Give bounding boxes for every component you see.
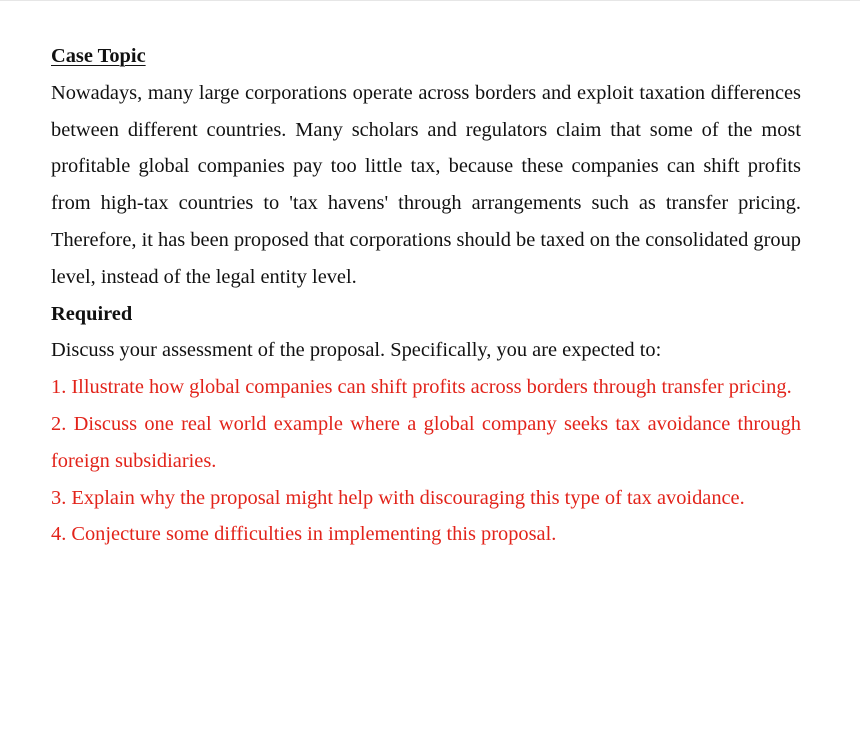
required-heading: Required xyxy=(51,302,133,325)
task-item-3: 3. Explain why the proposal might help with discouraging this type of tax avoidance. xyxy=(51,486,745,509)
task-item-2: 2. Discuss one real world example where a global company seeks tax avoidance through foreign subsidiaries. xyxy=(51,412,801,472)
required-intro: Discuss your assessment of the proposal. Specifically, you are expected to: xyxy=(51,339,662,362)
task-item-4: 4. Conjecture some difficulties in implementing this proposal. xyxy=(51,523,557,546)
task-item-1: 1. Illustrate how global companies can shift profits across borders through transfer pricing. xyxy=(51,376,792,399)
document-content xyxy=(51,38,801,553)
case-topic-body: Nowadays, many large corporations operate across borders and exploit taxation differences between different countries. Many scholars and regulators claim that some of the most profitable global companies pay too little tax, because these companies can shift profits from high-tax countries to 'tax havens' through arrangements such as transfer pricing. Therefore, it has been proposed that corporations should be taxed on the consolidated group level, instead of the legal entity level. xyxy=(51,81,801,288)
case-topic-heading: Case Topic xyxy=(51,45,146,67)
